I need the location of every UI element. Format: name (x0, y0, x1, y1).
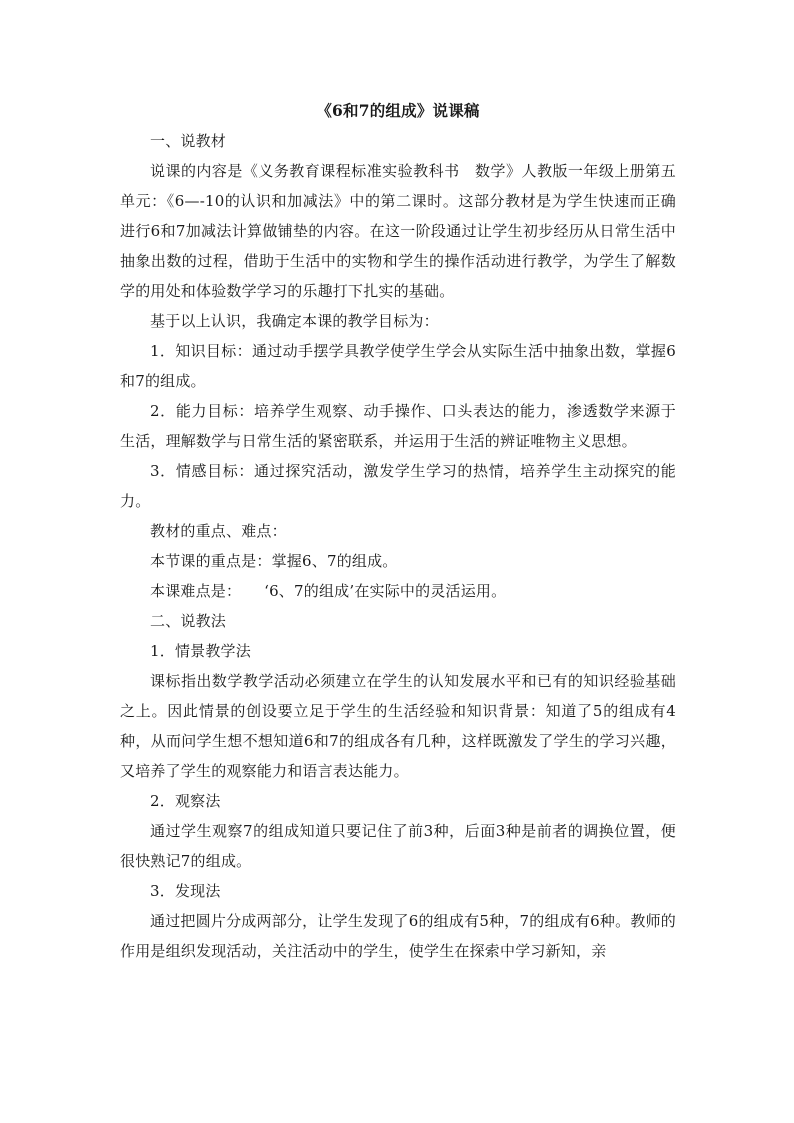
document-title: 《6和7的组成》说课稿 (316, 101, 480, 120)
paragraph-key-points-heading: 教材的重点、难点： (150, 522, 287, 540)
paragraph-scenario-method: 课标指出数学教学活动必须建立在学生的认知发展水平和已有的知识经验基础之上。因此情景的创设要立足于学生的生活经验和知识背景：知道了5的组成有4种，从而问学生想不想知道6和7的组成各有几种，这样既激发了学生的学习兴趣，又培养了学生的观察能力和语言表达能力。 (120, 672, 676, 780)
subheading-observation-method: 2．观察法 (150, 792, 221, 810)
paragraph-goals-intro: 基于以上认识，我确定本课的教学目标为： (150, 312, 439, 330)
paragraph-ability-goal: 2．能力目标：培养学生观察、动手操作、口头表达的能力，渗透数学来源于生活，理解数学与日常生活的紧密联系，并运用于生活的辨证唯物主义思想。 (120, 402, 676, 450)
paragraph-key-point: 本节课的重点是：掌握6、7的组成。 (150, 552, 398, 570)
section-heading-textbook: 一、说教材 (150, 132, 227, 150)
paragraph-lesson-content: 说课的内容是《义务教育课程标准实验教科书 数学》人教版一年级上册第五单元：《6—-10的认识和加减法》中的第二课时。这部分教材是为学生快速而正确进行6和7加减法计算做铺垫的内容。在这一阶段通过让学生初步经历从日常生活中抽象出数的过程，借助于生活中的实物和学生的操作活动进行教学，为学生了解数学的用处和体验数学学习的乐趣打下扎实的基础。 (120, 162, 676, 300)
paragraph-observation-method: 通过学生观察7的组成知道只要记住了前3种，后面3种是前者的调换位置，便很快熟记7的组成。 (120, 822, 676, 870)
paragraph-discovery-method: 通过把圆片分成两部分，让学生发现了6的组成有5种，7的组成有6种。教师的作用是组织发现活动，关注活动中的学生，使学生在探索中学习新知，亲 (120, 912, 676, 960)
subheading-scenario-method: 1．情景教学法 (150, 642, 251, 660)
document-body (120, 96, 676, 966)
paragraph-knowledge-goal: 1．知识目标：通过动手摆学具教学使学生学会从实际生活中抽象出数，掌握6和7的组成。 (120, 342, 676, 390)
paragraph-emotion-goal: 3．情感目标：通过探究活动，激发学生学习的热情，培养学生主动探究的能力。 (120, 462, 676, 510)
subheading-discovery-method: 3．发现法 (150, 882, 221, 900)
section-heading-methods: 二、说教法 (150, 612, 227, 630)
paragraph-difficult-point: 本课难点是： ‘6、7的组成’在实际中的灵活运用。 (150, 582, 507, 600)
